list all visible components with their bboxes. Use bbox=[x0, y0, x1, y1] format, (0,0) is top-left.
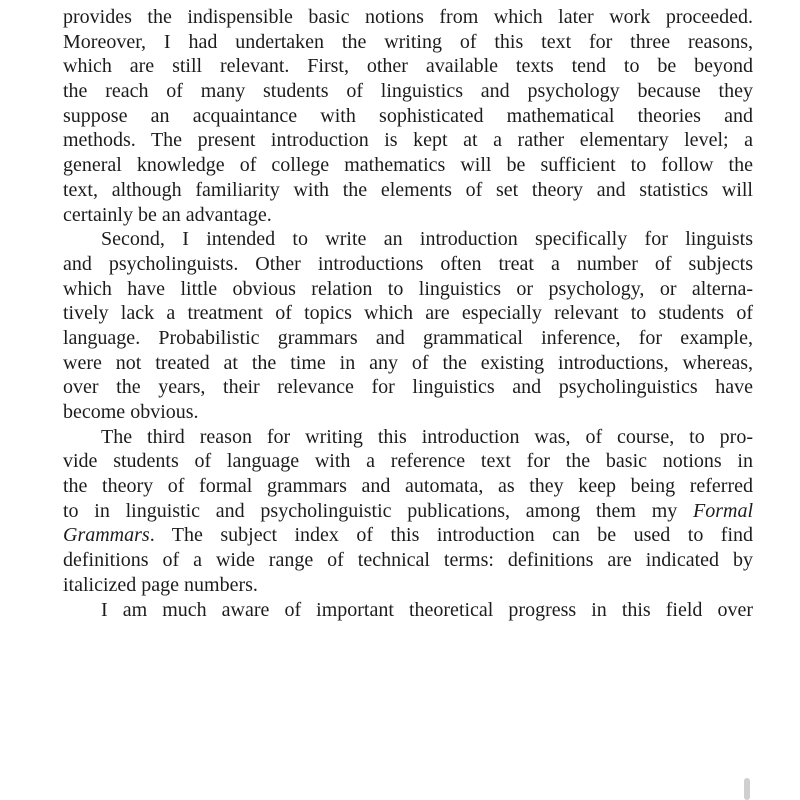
text-line: provides the indispensible basic notions from which later work proceeded. bbox=[63, 6, 753, 28]
text-line: the reach of many students of linguistics and psychology because they bbox=[63, 80, 753, 103]
text-line: language. Probabilistic grammars and grammatical inference, for example, bbox=[63, 326, 753, 349]
text-line-segment: . The subject index of this introduction can be used to find bbox=[149, 524, 753, 547]
text-line bbox=[63, 499, 753, 524]
scrollbar-thumb[interactable] bbox=[744, 778, 750, 800]
document-page bbox=[63, 5, 753, 622]
text-line: vide students of language with a reference text for the basic notions in bbox=[63, 450, 753, 473]
text-line: over the years, their relevance for linguistics and psycholinguistics have bbox=[63, 376, 753, 399]
text-line: italicized page numbers. bbox=[63, 573, 258, 596]
book-title-italic: Formal bbox=[693, 499, 754, 522]
text-line: certainly be an advantage. bbox=[63, 203, 272, 226]
text-line: the theory of formal grammars and automata, as they keep being referred bbox=[63, 475, 753, 498]
text-line: and psycholinguists. Other introductions often treat a number of subjects bbox=[63, 252, 753, 275]
text-line: were not treated at the time in any of the existing introductions, whereas, bbox=[63, 351, 753, 374]
text-line bbox=[63, 523, 753, 548]
text-line: general knowledge of college mathematics will be sufficient to follow the bbox=[63, 154, 753, 177]
text-line-segment: to in linguistic and psycholinguistic publications, among them my bbox=[63, 499, 678, 522]
paragraph-first-line: I am much aware of important theoretical progress in this field over bbox=[101, 598, 753, 621]
paragraph-first-line: Second, I intended to write an introduction specifically for linguists bbox=[101, 228, 753, 251]
paragraph-first-line: The third reason for writing this introduction was, of course, to pro- bbox=[101, 425, 753, 448]
text-line: Moreover, I had undertaken the writing of this text for three reasons, bbox=[63, 30, 753, 53]
text-line: become obvious. bbox=[63, 401, 199, 423]
text-line: methods. The present introduction is kept at a rather elementary level; a bbox=[63, 129, 753, 152]
text-line: tively lack a treatment of topics which are especially relevant to students of bbox=[63, 302, 753, 325]
text-line: which are still relevant. First, other available texts tend to be beyond bbox=[63, 55, 753, 78]
text-line: definitions of a wide range of technical terms: definitions are indicated by bbox=[63, 549, 753, 572]
book-title-italic: Grammars bbox=[63, 524, 150, 547]
text-line: which have little obvious relation to linguistics or psychology, or alterna- bbox=[63, 277, 753, 300]
text-line: suppose an acquaintance with sophisticated mathematical theories and bbox=[63, 104, 753, 127]
text-line: text, although familiarity with the elements of set theory and statistics will bbox=[63, 178, 753, 201]
